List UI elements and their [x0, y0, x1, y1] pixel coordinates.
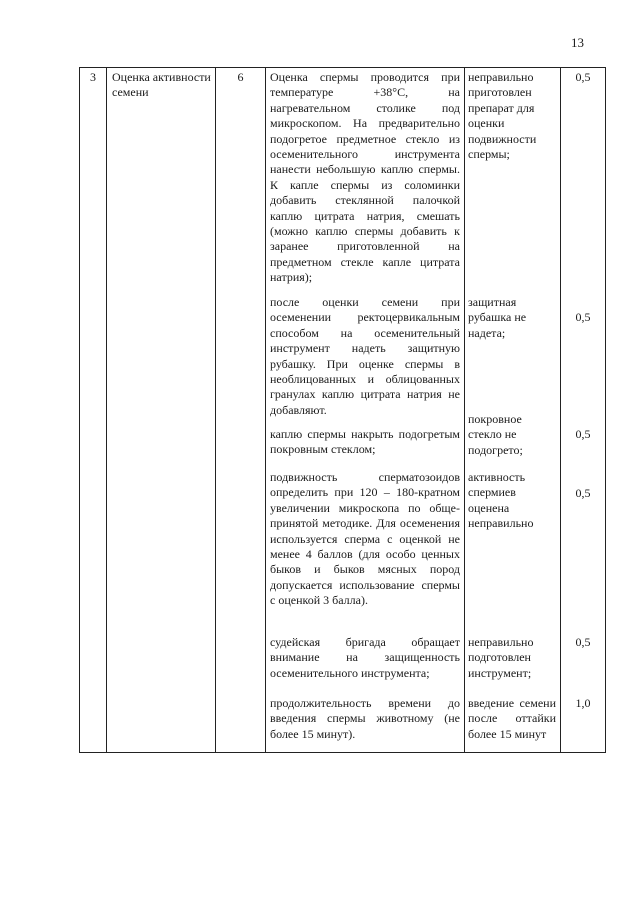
item-penalty: 0,5 — [575, 486, 591, 500]
page-number: 13 — [571, 35, 584, 50]
item-description: каплю спермы накрыть подогретым покровным стеклом; — [270, 427, 460, 457]
max-score: 6 — [237, 70, 244, 84]
table-top-border — [79, 67, 606, 68]
column-divider — [215, 67, 216, 753]
item-penalty: 0,5 — [575, 427, 591, 441]
item-error: введение семени после оттайки более 15 минут — [468, 696, 556, 741]
row-number: 3 — [90, 70, 96, 84]
table-bottom-border — [79, 752, 606, 753]
item-penalty: 0,5 — [575, 70, 591, 84]
item-error: неправильно подготовлен инструмент; — [468, 635, 534, 680]
item-penalty: 0,5 — [575, 310, 591, 324]
item-penalty: 1,0 — [575, 696, 591, 710]
item-error: неправильно приготовлен препарат для оценки подвижности спермы; — [468, 70, 537, 162]
column-divider — [464, 67, 465, 753]
item-error: защитная рубашка не надета; — [468, 295, 527, 340]
column-divider — [106, 67, 107, 753]
item-error: активность спермиев оценена неправильно — [468, 470, 534, 531]
criterion-name: Оценка активности семени — [112, 70, 211, 100]
column-divider — [605, 67, 606, 753]
column-divider — [265, 67, 266, 753]
item-description: после оценки семени при осеменении ректоцервикальным способом на осеменительный инструмент надеть защитную рубашку. При оценке спермы в необлицованных и облицованных гранулах каплю цитрата натрия не добавляют. — [270, 295, 460, 417]
item-penalty: 0,5 — [575, 635, 591, 649]
item-description: Оценка спермы проводится при температуре +38°С, на нагревательном столике под микроскопом. На предварительно подогретое предметное стекло из осеменительного инструмента нанести небольшую каплю спермы. К капле спермы из соломинки добавить стеклянной палочкой каплю цитрата натрия, смешать (можно каплю спермы добавить к заранее приготовленной на предметном стекле капле цитрата натрия); — [270, 70, 460, 285]
column-divider — [79, 67, 80, 753]
item-description: судейская бригада обращает внимание на защищенность осеменительного инструмента; — [270, 635, 460, 680]
item-description: подвижность сперматозоидов определить при 120 – 180-кратном увеличении микроскопа по обще-принятой методике. Для осеменения используется сперма с оценкой не менее 4 баллов (для особо ценных быков и быков мясных пород допускается использование спермы с оценкой 3 балла). — [270, 470, 460, 608]
item-description: продолжительность времени до введения спермы животному (не более 15 минут). — [270, 696, 460, 741]
item-error: покровное стекло не подогрето; — [468, 412, 523, 457]
